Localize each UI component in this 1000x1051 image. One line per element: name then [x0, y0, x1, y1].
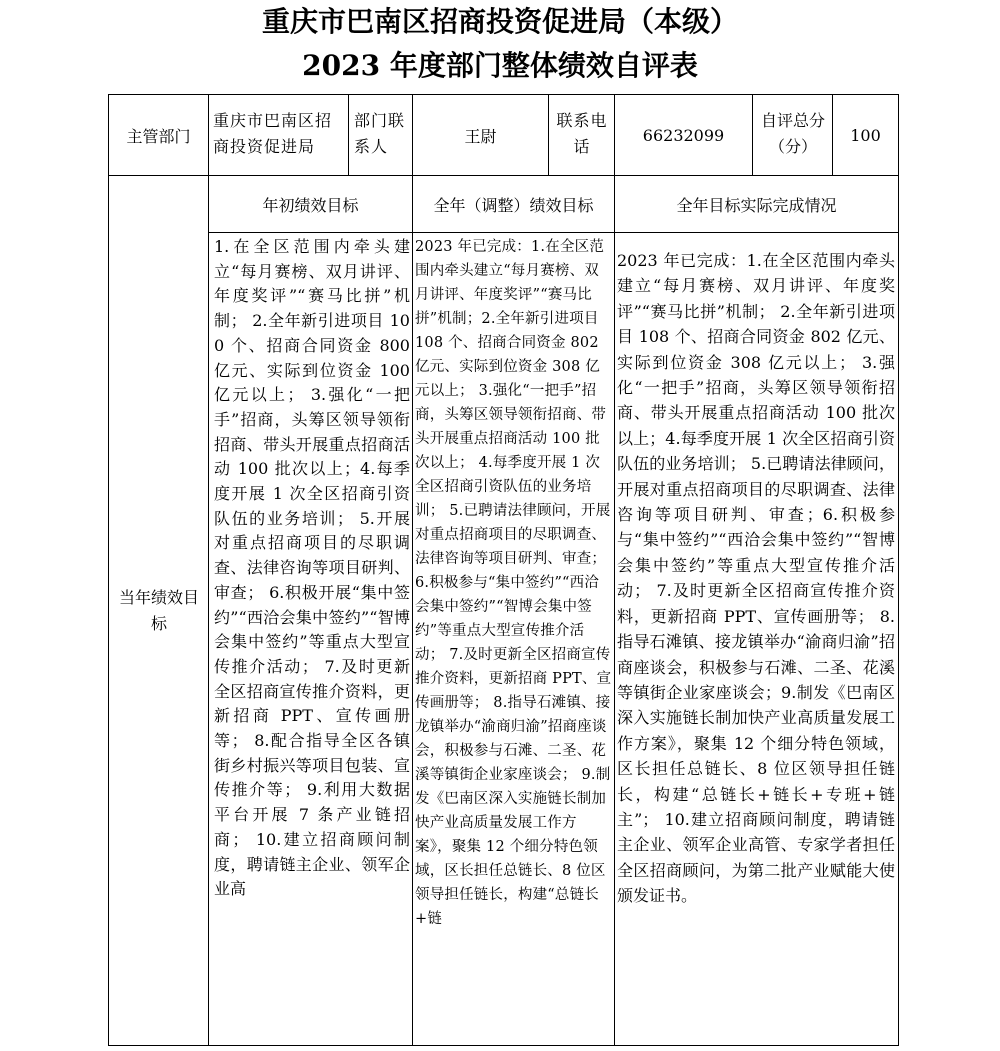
table-border-left [108, 94, 109, 1046]
phone-label: 联系电话 [556, 111, 608, 156]
col-line-4 [548, 94, 549, 176]
initial-goal-text: 1.在全区范围内牵头建立“每月赛榜、双月讲评、年度奖评”“赛马比拼”机制； 2.全年新引进项目 100 个、招商合同资金 800 亿元、实际到位资金 100 亿元以上； 3.强化“一把手”招商，头筹区领导领衔招商、带头开展重点招商活动 100 批次以上；4.每季度开展 1 次全区招商引资队伍的业务培训； 5.开展对重点招商项目的尽职调查、法律咨询等项目研判、审查； 6.积极开展“集中签约”“西洽会集中签约”“智博会集中签约”等重点大型宣传推介活动； 7.及时更新全区招商宣传推介资料，更新招商 PPT、宣传画册等； 8.配合指导全区各镇街乡村振兴等项目包装、宣传推介等； 9.利用大数据平台开展 7 条产业链招商； 10.建立招商顾问制度，聘请链主企业、领军企业高 [214, 237, 410, 899]
col-line-2 [348, 94, 349, 176]
document-subtitle: 2023 年度部门整体绩效自评表 [302, 49, 698, 82]
score-label: 自评总分（分） [760, 111, 825, 156]
col-line-5 [614, 94, 615, 1046]
actual-completion-text: 2023 年已完成：1.在全区范围内牵头建立“每月赛榜、双月讲评、年度奖评”“赛马比拼”机制； 2.全年新引进项目 108 个、招商合同资金 802 亿元、实际到位资金 308 亿元以上； 3.强化“一把手”招商，头筹区领导领衔招商、带头开展重点招商活动 100 批次以上；4.每季度开展 1 次全区招商引资队伍的业务培训； 5.已聘请法律顾问，开展对重点招商项目的尽职调查、法律咨询等项目研判、审查；6.积极参与“集中签约”“西洽会集中签约”“智博会集中签约”等重点大型宣传推介活动； 7.及时更新全区招商宣传推介资料，更新招商 PPT、宣传画册等； 8.指导石滩镇、接龙镇举办“渝商归渝”招商座谈会，积极参与石滩、二圣、花溪等镇街企业家座谈会；9.制发《巴南区深入实施链长制加快产业高质量发展工作方案》，聚集 12 个细分特色领域，区长担任总链长、8 位区领导担任链长，构建“总链长+链长+专班+链主”； 10.建立招商顾问制度，聘请链主企业、领军企业高管、专家学者担任全区招商顾问，为第二批产业赋能大使颁发证书。 [617, 251, 895, 906]
initial-goal-header: 年初绩效目标 [262, 195, 359, 215]
col-line-3 [412, 94, 413, 1046]
adjusted-goal-header: 全年（调整）绩效目标 [433, 195, 594, 215]
dept-value: 重庆市巴南区招商投资促进局 [213, 111, 333, 156]
document-title: 重庆市巴南区招商投资促进局（本级） [261, 5, 738, 38]
phone-value: 66232099 [642, 125, 725, 145]
contact-label: 部门联系人 [354, 111, 406, 156]
score-value: 100 [850, 125, 881, 145]
contact-value: 王尉 [464, 126, 497, 146]
table-border-right [898, 94, 899, 1046]
table-border-subhead [208, 232, 899, 233]
goals-row-label: 当年绩效目标 [118, 587, 199, 633]
adjusted-goal-text: 2023 年已完成：1.在全区范围内牵头建立“每月赛榜、双月讲评、年度奖评”“赛马比拼”机制；2.全年新引进项目 108 个、招商合同资金 802 亿元、实际到位资金 308 亿元以上； 3.强化“一把手”招商，头筹区领导领衔招商、带头开展重点招商活动 100 批次以上； 4.每季度开展 1 次全区招商引资队伍的业务培训； 5.已聘请法律顾问，开展对重点招商项目的尽职调查、法律咨询等项目研判、审查； 6.积极参与“集中签约”“西洽会集中签约”“智博会集中签约”等重点大型宣传推介活动； 7.及时更新全区招商宣传推介资料，更新招商 PPT、宣传画册等； 8.指导石滩镇、接龙镇举办“渝商归渝”招商座谈会，积极参与石滩、二圣、花溪等镇街企业家座谈会； 9.制发《巴南区深入实施链长制加快产业高质量发展工作方案》，聚集 12 个细分特色领域，区长担任总链长、8 位区领导担任链长，构建“总链长+链 [415, 239, 612, 927]
col-line-6 [752, 94, 753, 176]
table-border-bottom [108, 1045, 899, 1046]
dept-label: 主管部门 [126, 126, 191, 146]
col-line-1 [208, 94, 209, 1046]
actual-completion-header: 全年目标实际完成情况 [676, 195, 837, 215]
